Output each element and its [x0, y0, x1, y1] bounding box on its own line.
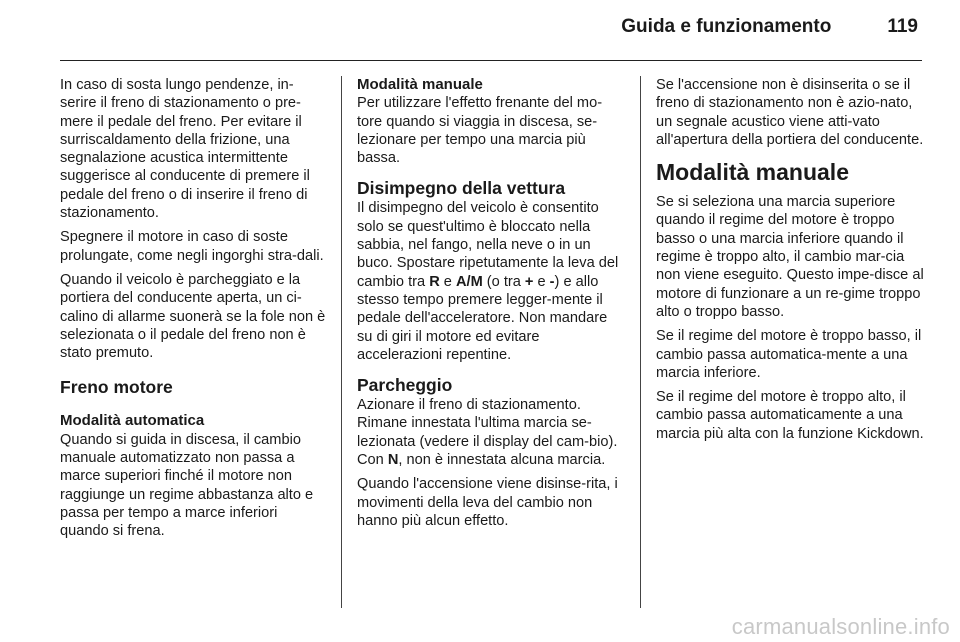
paragraph-long-stops: Spegnere il motore in caso di soste prolungate, come negli ingorghi stra-dali. — [60, 229, 324, 264]
watermark: carmanualsonline.info — [731, 614, 950, 639]
paragraph-low-rpm: Se il regime del motore è troppo basso, il cambio passa automatica-mente a una marcia inferiore. — [656, 328, 922, 381]
gear-plus-label: + — [524, 273, 534, 290]
paragraph-rocking-free: Il disimpegno del veicolo è consentito solo se quest'ultimo è bloccato nella sabbia, nel fango, nella neve o in un buco. Spostare ripetutamente la leva del cambio tra R e A/M (o tra + e -) e allo stesso tempo premere legger-mente il pedale dell'acceleratore. Non mandare su di giri il motore ed evitare accelerazioni repentine. — [357, 200, 619, 363]
paragraph-manual-downhill: Per utilizzare l'effetto frenante del mo-tore quando si viaggia in discesa, se-lezionare per tempo una marcia più bassa. — [357, 95, 603, 167]
paragraph-acoustic-signal: Se l'accensione non è disinserita o se il freno di stazionamento non è azio-nato, un segnale acustico viene atti-vato all'apertura della portiera del conducente. — [656, 77, 924, 148]
heading-engine-brake: Freno motore — [60, 377, 173, 398]
paragraph-ignition-off: Quando l'accensione viene disinse-rita, i movimenti della leva del cambio non hanno più alcun effetto. — [357, 476, 618, 529]
paragraph-slope-parking: In caso di sosta lungo pendenze, in-serire il freno di stazionamento o pre-mere il pedale del freno. Per evitare il surriscaldamento della frizione, una segnalazione acustica intermittente suggerisce al conducente di premere il pedale del freno o di inserire il freno di stazionamento. — [60, 77, 310, 222]
column-2 — [357, 76, 625, 536]
gear-am-label: A/M — [455, 273, 483, 290]
gear-minus-label: - — [549, 273, 555, 290]
column-1 — [60, 76, 326, 547]
paragraph-parking: Azionare il freno di stazionamento. Rimane innestata l'ultima marcia se-lezionata (vedere il display del cam-bio). Con N, non è innestata alcuna marcia. — [357, 397, 618, 469]
paragraph-high-rpm: Se il regime del motore è troppo alto, il cambio passa automaticamente a una marcia più alta con la funzione Kickdown. — [656, 389, 924, 442]
gear-r-label: R — [429, 273, 440, 290]
gear-n-label: N — [387, 452, 399, 469]
heading-automatic-mode: Modalità automatica — [60, 412, 205, 430]
paragraph-automatic-downhill: Quando si guida in discesa, il cambio manuale automatizzato non passa a marce superiori finché il motore non raggiunge un regime abbastanza alto e passa per tempo a marce inferiori quando si frena. — [60, 431, 314, 540]
heading-rocking-free: Disimpegno della vettura — [357, 178, 566, 199]
column-divider-2 — [640, 76, 641, 608]
column-3 — [656, 76, 924, 449]
page-header — [621, 16, 918, 38]
heading-manual-mode-large: Modalità manuale — [656, 159, 849, 186]
page-number: 119 — [887, 16, 918, 37]
section-title: Guida e funzionamento — [621, 16, 832, 37]
heading-manual-mode: Modalità manuale — [357, 76, 483, 93]
paragraph-gear-protection: Se si seleziona una marcia superiore quando il regime del motore è troppo basso o una marcia inferiore quando il regime è troppo alto, il cambio mar-cia non viene eseguito. Questo impe-disce al motore di funzionare a un re-gime troppo alto o troppo basso. — [656, 194, 924, 320]
column-divider-1 — [341, 76, 342, 608]
paragraph-warning-chime: Quando il veicolo è parcheggiato e la portiera del conducente aperta, un ci-calino di allarme suonerà se la fole non è selezionata o il pedale del freno non è stato premuto. — [60, 271, 326, 362]
heading-parking: Parcheggio — [357, 375, 453, 396]
header-divider — [60, 60, 922, 61]
